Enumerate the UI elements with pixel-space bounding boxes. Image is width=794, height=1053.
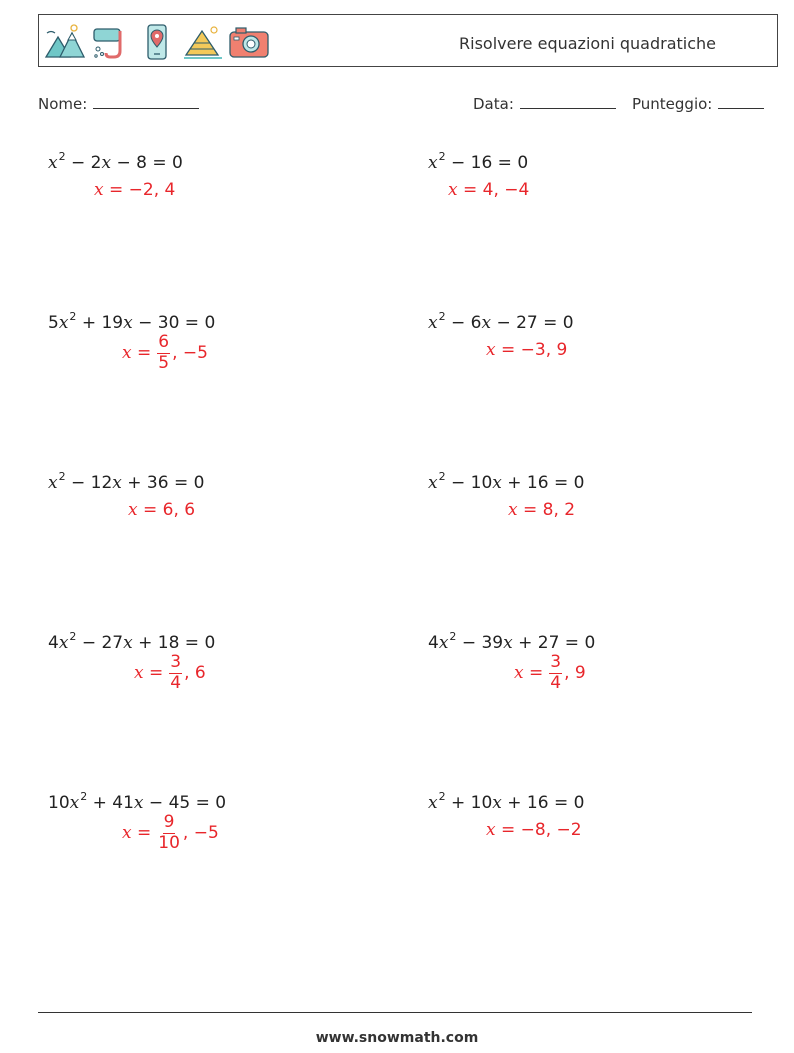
fraction: $\frac{3}{4}$ [170,652,182,693]
equation: $5x^2 + 19x - 30 = 0$ [48,310,216,333]
name-field[interactable] [38,94,199,113]
problem-item [428,310,574,360]
problem-item [428,470,585,520]
equation: $10x^2 + 41x - 45 = 0$ [48,790,227,813]
equation: $x^2 - 12x + 36 = 0$ [48,470,205,493]
problem-item [48,470,205,520]
footer-divider [38,1012,752,1013]
answer: x = −2, 4 [94,180,176,200]
answer: x = 8, 2 [508,500,576,520]
worksheet-title: Risolvere equazioni quadratiche [459,34,716,53]
answer: x = 6, 6 [128,500,196,520]
answer: x = −8, −2 [486,820,582,840]
fraction: $\frac{3}{4}$ [550,652,562,693]
equation: $4x^2 - 27x + 18 = 0$ [48,630,216,653]
problem-item [48,310,216,373]
answer: x = $\frac{3}{4}$ , 9 [514,652,586,693]
date-field[interactable] [473,94,616,113]
phone-location-icon [136,23,178,61]
date-blank[interactable] [520,94,616,109]
fraction: $\frac{9}{10}$ [158,812,180,853]
problem-item [428,630,596,693]
problem-item [428,790,585,840]
score-field[interactable] [632,94,764,113]
worksheet-header [38,14,778,67]
name-label: Nome: [38,95,88,113]
equation: $x^2 - 10x + 16 = 0$ [428,470,585,493]
equation: $x^2 - 6x - 27 = 0$ [428,310,574,333]
mountains-icon [44,23,86,61]
answer: x = $\frac{3}{4}$ , 6 [134,652,206,693]
fraction: $\frac{6}{5}$ [158,332,170,373]
snorkel-mask-icon [90,23,132,61]
name-blank[interactable] [93,94,199,109]
header-icons [44,23,270,61]
equation: $x^2 + 10x + 16 = 0$ [428,790,585,813]
date-label: Data: [473,95,514,113]
equation: $x^2 - 2x - 8 = 0$ [48,150,183,173]
answer: x = $\frac{9}{10}$ , −5 [122,812,219,853]
problem-item [48,630,216,693]
problem-item [48,150,183,200]
problem-item [48,790,227,853]
equation: $4x^2 - 39x + 27 = 0$ [428,630,596,653]
pyramid-icon [182,23,224,61]
footer-url: www.snowmath.com [315,1030,479,1046]
score-blank[interactable] [718,94,764,109]
answer: x = $\frac{6}{5}$ , −5 [122,332,208,373]
problem-item [428,150,530,200]
equation: $x^2 - 16 = 0$ [428,150,529,173]
answer: x = 4, −4 [448,180,530,200]
score-label: Punteggio: [632,95,713,113]
camera-icon [228,23,270,61]
answer: x = −3, 9 [486,340,568,360]
